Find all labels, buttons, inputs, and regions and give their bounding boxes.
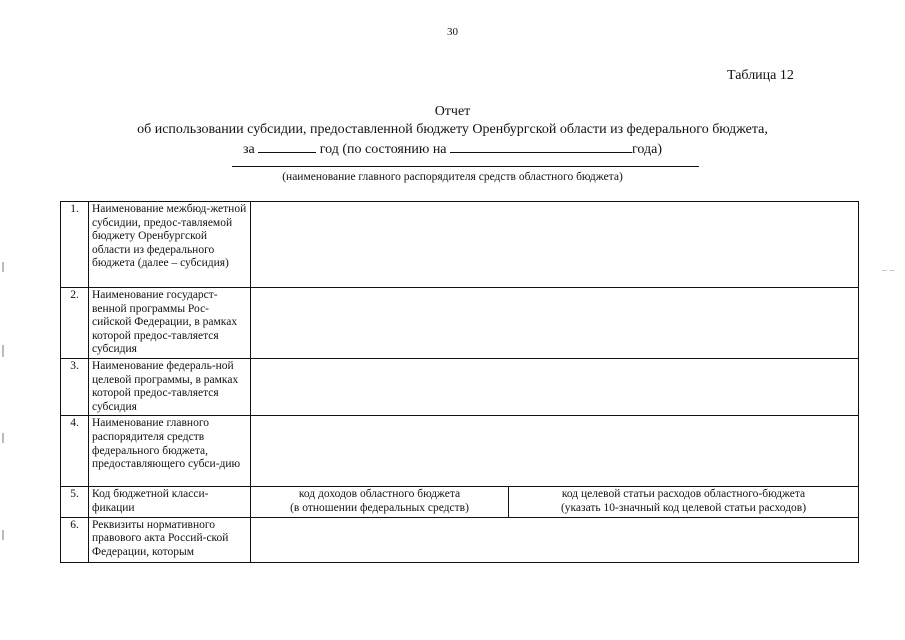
income-code-line-2: (в отношении федеральных средств)	[290, 501, 469, 514]
row-number: 6.	[61, 517, 89, 562]
title-line-1: Отчет	[434, 104, 471, 119]
row-label: Код бюджетной класси-фикации	[89, 487, 251, 517]
date-blank	[450, 139, 632, 153]
report-title	[0, 103, 905, 159]
row-label: Наименование главного распорядителя средств федерального бюджета, предоставляющего субси-дию	[89, 416, 251, 487]
row-value-cell	[251, 202, 859, 288]
distributor-caption: (наименование главного распорядителя средств областного бюджета)	[282, 171, 623, 183]
row-label: Наименование государст-венной программы Рос-сийской Федерации, в рамках которой предос-тавляется субсидия	[89, 288, 251, 359]
row-label: Реквизиты нормативного правового акта Россий-ской Федерации, которым	[89, 517, 251, 562]
row-number: 1.	[61, 202, 89, 288]
table-row	[61, 359, 859, 416]
row-label: Наименование федераль-ной целевой программы, в рамках которой предос-тавляется субсидия	[89, 359, 251, 416]
table-label: Таблица 12	[727, 68, 794, 83]
table-row	[61, 487, 859, 517]
title-line-2: об использовании субсидии, предоставленной бюджету Оренбургской области из федерального бюджета,	[137, 122, 768, 137]
page-number: 30	[447, 26, 458, 38]
expense-code-cell	[509, 487, 859, 517]
scan-margin-mark	[2, 262, 4, 272]
table-row	[61, 202, 859, 288]
table-row	[61, 288, 859, 359]
title-line-3	[0, 139, 905, 159]
row-number: 2.	[61, 288, 89, 359]
row-value-cell	[251, 416, 859, 487]
title-prefix: за	[242, 142, 255, 157]
income-code-line-1: код доходов областного бюджета	[298, 488, 461, 501]
scan-margin-mark	[2, 530, 4, 540]
distributor-name-line	[232, 166, 699, 167]
row-label: Наименование межбюд-жетной субсидии, предос-тавляемой бюджету Оренбургской области из федерального бюджета (далее – субсидия)	[89, 202, 251, 288]
year-blank	[258, 139, 316, 153]
title-middle: год (по состоянию на	[319, 142, 447, 157]
row-value-cell	[251, 517, 859, 562]
table-row	[61, 517, 859, 562]
row-value-cell	[251, 288, 859, 359]
scan-margin-mark	[2, 433, 4, 443]
report-table	[60, 201, 859, 563]
income-code-cell	[251, 487, 509, 517]
row-number: 3.	[61, 359, 89, 416]
expense-code-line-2: (указать 10-значный код целевой статьи расходов)	[560, 501, 807, 514]
scan-margin-dash: ‒ ‒	[882, 265, 895, 276]
scan-margin-mark	[2, 345, 4, 357]
row-value-cell	[251, 359, 859, 416]
row-number: 5.	[61, 487, 89, 517]
expense-code-line-1: код целевой статьи расходов областного-бюджета	[561, 488, 806, 501]
table-row	[61, 416, 859, 487]
title-suffix: года)	[632, 142, 663, 157]
row-number: 4.	[61, 416, 89, 487]
